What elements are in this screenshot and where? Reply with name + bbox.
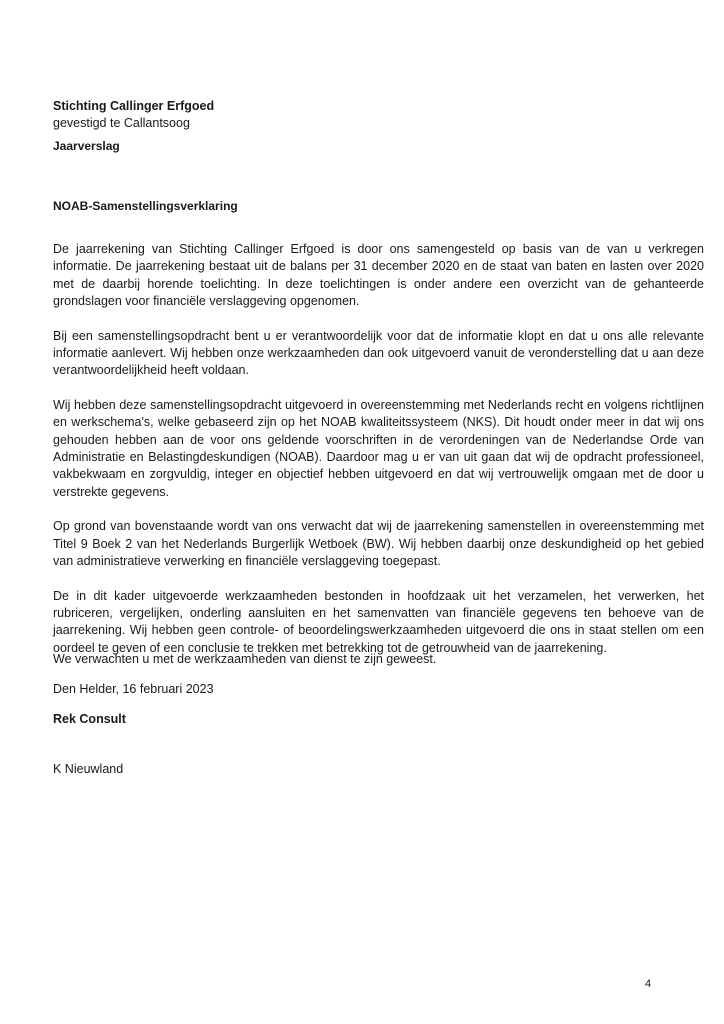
date-line: Den Helder, 16 februari 2023 (53, 682, 214, 696)
paragraph: De jaarrekening van Stichting Callinger Erfgoed is door ons samengesteld op basis van de van u verkregen informatie. De jaarrekening bestaat uit de balans per 31 december 2020 en de staat van baten en lasten over 2020 met de daarbij horende toelichting. In deze toelichtingen is onder andere een overzicht van de gehanteerde grondslagen voor financiële verslaggeving opgenomen. (53, 242, 704, 309)
paragraph: Op grond van bovenstaande wordt van ons verwacht dat wij de jaarrekening samenstellen in overeenstemming met Titel 9 Boek 2 van het Nederlands Burgerlijk Wetboek (BW). Wij hebben daarbij onze deskundigheid op het gebied van administratieve verwerking en financiële verslaggeving toegepast. (53, 519, 704, 569)
closing-sentence: We verwachten u met de werkzaamheden van dienst te zijn geweest. (53, 652, 437, 666)
signatory-firm: Rek Consult (53, 712, 126, 726)
page-number: 4 (645, 978, 652, 990)
paragraph: Bij een samenstellingsopdracht bent u er verantwoordelijk voor dat de informatie klopt en dat u ons alle relevante informatie aanlevert. Wij hebben onze werkzaamheden dan ook uitgevoerd vanuit de veronderstelling dat u aan deze verantwoordelijkheid heeft voldaan. (53, 328, 704, 378)
report-title: Jaarverslag (53, 139, 120, 153)
organization-name: Stichting Callinger Erfgoed (53, 99, 215, 113)
body-text (53, 241, 704, 657)
paragraph: De in dit kader uitgevoerde werkzaamheden bestonden in hoofdzaak uit het verzamelen, het verwerken, het rubriceren, vergelijken, onderling aansluiten en het samenvatten van financiële gegevens ten behoeve van de jaarrekening. Wij hebben geen controle- of beoordelingswerkzaamheden uitgevoerd die ons in staat stellen om een oordeel te geven of een conclusie te trekken met betrekking tot de getrouwheid van de jaarrekening. (53, 588, 704, 655)
signatory-name: K Nieuwland (53, 762, 124, 776)
organization-location: gevestigd te Callantsoog (53, 116, 190, 130)
section-title: NOAB-Samenstellingsverklaring (53, 199, 238, 213)
paragraph: Wij hebben deze samenstellingsopdracht uitgevoerd in overeenstemming met Nederlands recht en volgens richtlijnen en werkschema's, welke gebaseerd zijn op het NOAB kwaliteitssysteem (NKS). Dit houdt onder meer in dat wij ons gehouden hebben aan de voor ons geldende voorschriften in de verordeningen van de Nederlandse Orde van Administratie en Belastingdeskundigen (NOAB). Daardoor mag u er van uit gaan dat wij de opdracht professioneel, vakbekwaam en zorgvuldig, integer en objectief hebben uitgevoerd en dat wij vertrouwelijk omgaan met de door u verstrekte gegevens. (53, 397, 704, 499)
header-block (53, 98, 673, 132)
